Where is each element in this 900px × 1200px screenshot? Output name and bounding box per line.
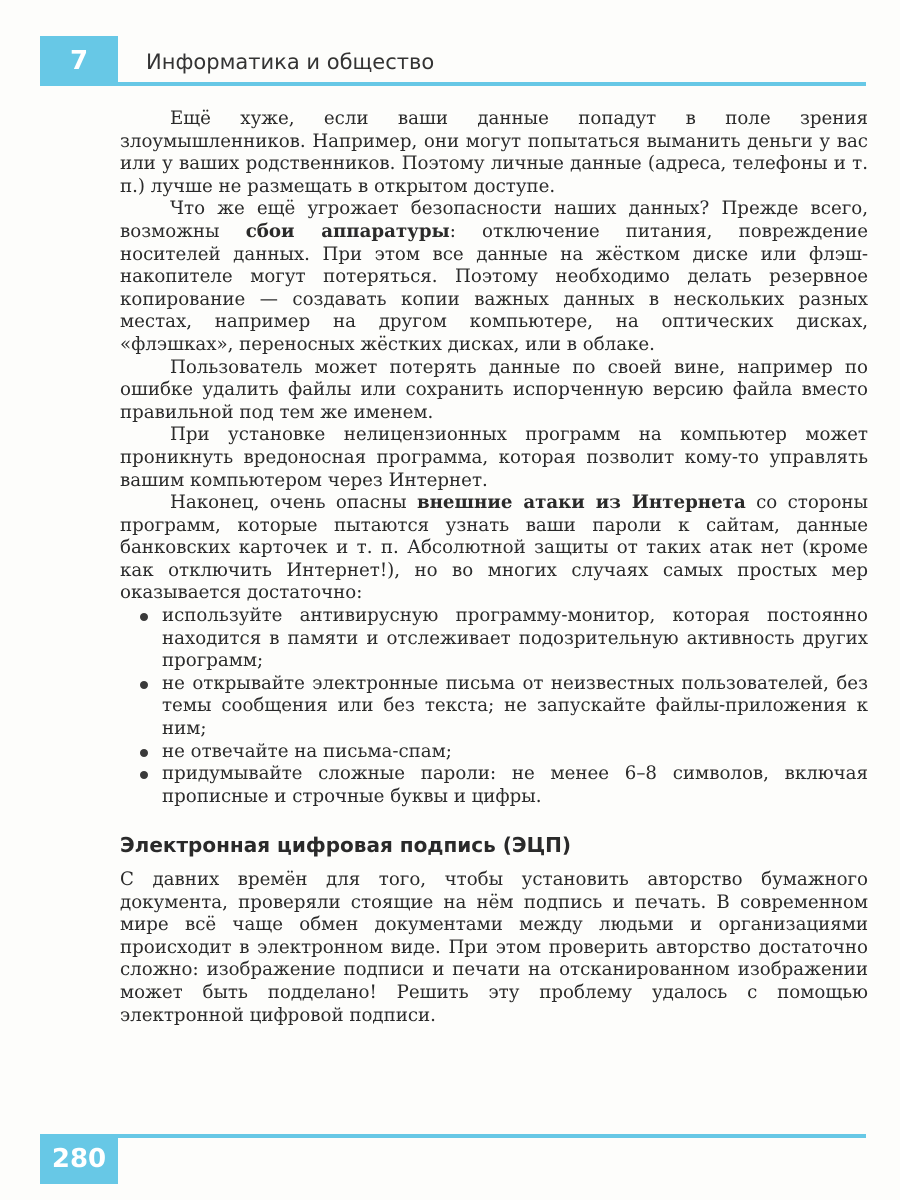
paragraph-digital-signature: С давних времён для того, чтобы установить авторство бумажного документа, проверяли стоящие на нём подпись и печать. В современном мире всё чаще обмен документами между людьми и организациями происходит в электронном виде. При этом проверить авторство достаточно сложно: изображение подписи и печати на отсканированном изображении может быть подделано! Решить эту проблему удалось с помощью электронной цифровой подписи. — [120, 869, 868, 1026]
paragraph-text: : отключение питания, повреждение носителей данных. При этом все данные на жёстком диске или флэш-накопителе могут потеряться. Поэтому необходимо делать резервное копирование — создавать копии важных данных в нескольких разных местах, например на другом компьютере, на оптических дисках, «флэшках», переносных жёстких дисках, или в облаке. — [120, 220, 868, 355]
paragraph-text: со стороны программ, которые пытаются узнать ваши пароли к сайтам, данные банковских карточек и т. п. Абсолютной защиты от таких атак нет (кроме как отключить Интернет!), но во многих случаях самых простых мер оказывается достаточно: — [120, 492, 868, 604]
paragraph-text: Наконец, очень опасны — [170, 492, 417, 514]
list-item-text: не открывайте электронные письма от неизвестных пользователей, без темы сообщения или без текста; не запускайте файлы-приложения к ним; — [162, 672, 868, 740]
paragraph-text: Что же ещё угрожает безопасности наших данных? Прежде всего, возможны — [120, 198, 868, 242]
page-number-badge: 280 — [40, 1134, 118, 1184]
paragraph-hardware-failures — [120, 198, 868, 356]
list-item-text: придумывайте сложные пароли: не менее 6–8 символов, включая прописные и строчные буквы и цифры. — [162, 763, 868, 807]
list-item-text: не отвечайте на письма-спам; — [162, 740, 452, 762]
section-heading: Электронная цифровая подпись (ЭЦП) — [120, 833, 572, 858]
list-item — [120, 673, 868, 741]
bold-term-hardware-failures: сбои аппаратуры — [245, 220, 450, 242]
paragraph-user-error: Пользователь может потерять данные по своей вине, например по ошибке удалить файлы или сохранить испорченную версию файла вместо правильной под тем же именем. — [120, 356, 868, 423]
list-item — [120, 741, 868, 764]
bold-term-internet-attacks: внешние атаки из Интернета — [416, 492, 746, 514]
footer-divider — [118, 1134, 866, 1138]
paragraph-internet-attacks — [120, 492, 868, 605]
bullet-icon — [140, 771, 148, 779]
list-item-text: используйте антивирусную программу-монитор, которая постоянно находится в памяти и отслеживает подозрительную активность других программ; — [162, 605, 868, 672]
chapter-title: Информатика и общество — [146, 50, 435, 74]
bullet-icon — [140, 749, 148, 757]
paragraph-personal-data: Ещё хуже, если ваши данные попадут в поле зрения злоумышленников. Например, они могут попытаться выманить деньги у вас или у ваших родственников. Поэтому личные данные (адреса, телефоны и т. п.) лучше не размещать в открытом доступе. — [120, 108, 868, 197]
chapter-number-badge: 7 — [40, 36, 118, 86]
header-divider — [118, 82, 866, 86]
security-tips-list — [120, 605, 868, 808]
list-item — [120, 605, 868, 673]
paragraph-unlicensed-software: При установке нелицензионных программ на компьютер может проникнуть вредоносная программа, которая позволит кому-то управлять вашим компьютером через Интернет. — [120, 424, 868, 491]
list-item — [120, 763, 868, 808]
page-body — [120, 108, 868, 1027]
bullet-icon — [140, 613, 148, 621]
bullet-icon — [140, 681, 148, 689]
